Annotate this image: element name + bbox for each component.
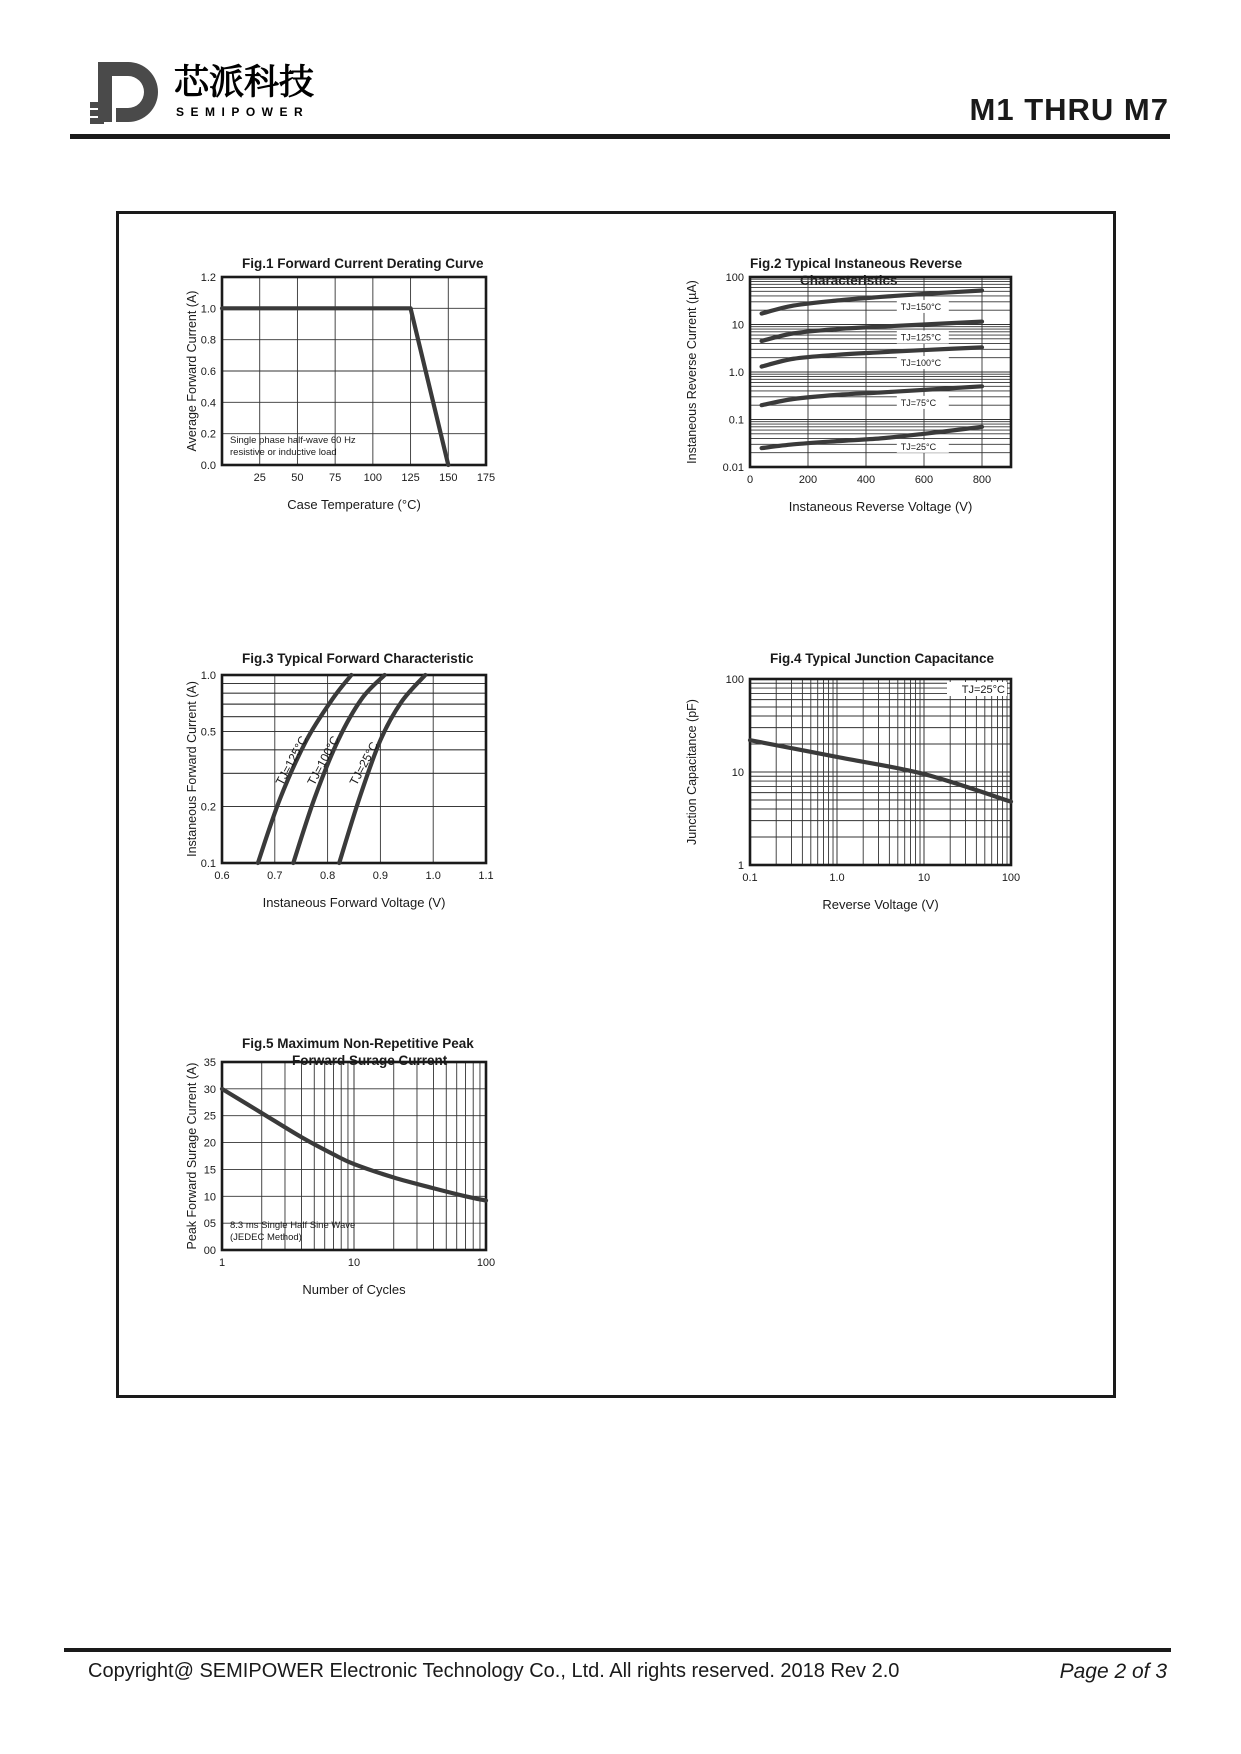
fig4-x-label: Reverse Voltage (V) (822, 897, 939, 912)
fig3-x-tick: 0.6 (214, 870, 230, 882)
fig1-y-tick: 0.8 (200, 334, 216, 347)
fig5-forward-surge-current (170, 1030, 610, 1360)
fig2-title: Fig.2 Typical Instaneous Reverse (750, 256, 963, 271)
fig4-title: Fig.4 Typical Junction Capacitance (770, 651, 995, 666)
fig3-y-tick: 0.2 (200, 801, 216, 814)
brand-en: SEMIPOWER (176, 105, 310, 119)
fig1-y-tick: 0.2 (200, 428, 216, 441)
fig3-series-label: TJ=125°C (272, 733, 311, 788)
fig1-y-tick: 0.4 (200, 397, 216, 410)
fig3-title: Fig.3 Typical Forward Characteristic (242, 651, 474, 666)
fig3-forward-characteristic (170, 645, 610, 975)
fig5-title: Forward Surage Current (292, 1053, 448, 1068)
fig2-y-label: Instaneous Reverse Current (µA) (685, 280, 699, 464)
fig1-x-label: Case Temperature (°C) (287, 497, 421, 512)
fig2-y-tick: 10 (731, 319, 744, 332)
fig1-y-tick: 1.0 (200, 303, 216, 316)
fig1-forward-current-derating (170, 250, 610, 580)
fig1-x-tick: 125 (401, 472, 420, 484)
fig1-x-tick: 75 (329, 472, 342, 484)
fig5-y-tick: 05 (203, 1218, 216, 1231)
fig1-annotation: resistive or inductive load (230, 447, 337, 458)
fig1-y-tick: 0.6 (200, 366, 216, 378)
fig5-y-tick: 10 (203, 1191, 216, 1204)
fig3-y-tick: 0.1 (200, 858, 216, 870)
fig4-y-label: Junction Capacitance (pF) (685, 699, 699, 845)
footer-page-number: Page 2 of 3 (1059, 1660, 1167, 1683)
fig5-annotation: 8.3 ms Single Half Sine Wave (230, 1220, 356, 1231)
fig1-x-tick: 25 (253, 472, 266, 484)
fig4-x-tick: 0.1 (742, 872, 758, 884)
fig2-series-label: TJ=100°C (900, 358, 942, 369)
fig5-y-tick: 30 (203, 1083, 216, 1096)
fig2-x-tick: 0 (746, 474, 754, 486)
fig5-x-tick: 10 (347, 1257, 361, 1269)
fig2-svg (680, 250, 1080, 580)
fig2-series-3 (762, 386, 982, 405)
fig2-y-tick: 0.1 (728, 414, 744, 427)
fig2-series-label: TJ=125°C (900, 332, 942, 343)
fig2-y-tick: 1.0 (728, 367, 744, 379)
footer-rule (64, 1648, 1171, 1652)
fig3-x-tick: 0.7 (267, 870, 283, 882)
fig2-x-tick: 400 (856, 474, 876, 486)
fig3-y-label: Instaneous Forward Current (A) (185, 681, 199, 857)
fig5-x-tick: 1 (218, 1257, 226, 1269)
fig5-title: Fig.5 Maximum Non-Repetitive Peak (242, 1036, 474, 1051)
fig2-series-label: TJ=75°C (900, 397, 937, 408)
fig5-y-tick: 35 (203, 1057, 216, 1069)
header-rule (70, 134, 1170, 139)
fig2-x-tick: 600 (914, 474, 934, 486)
fig3-series-label: TJ=25°C (346, 739, 382, 788)
fig2-x-label: Instaneous Reverse Voltage (V) (788, 499, 973, 514)
fig2-series-2 (762, 347, 982, 369)
fig5-y-tick: 15 (203, 1164, 216, 1177)
semipower-logo (88, 50, 338, 132)
fig3-svg (170, 645, 610, 975)
fig1-svg (170, 250, 610, 580)
fig1-x-tick: 150 (439, 472, 458, 484)
fig4-annotation: TJ=25°C (961, 684, 1005, 696)
fig2-y-tick: 100 (725, 272, 744, 284)
fig4-x-tick: 10 (917, 872, 931, 884)
fig1-x-tick: 175 (476, 472, 496, 484)
fig1-x-tick: 50 (291, 472, 304, 484)
fig2-reverse-characteristics (680, 250, 1080, 580)
fig5-y-label: Peak Forward Surage Current (A) (185, 1062, 199, 1250)
fig3-series-label: TJ=100°C (304, 733, 343, 788)
fig5-x-tick: 100 (476, 1257, 496, 1269)
fig5-svg (170, 1030, 610, 1360)
fig3-x-tick: 0.9 (372, 870, 389, 882)
fig4-y-tick: 1 (737, 860, 744, 872)
fig3-x-tick: 0.8 (319, 870, 336, 882)
fig2-x-tick: 800 (972, 474, 992, 486)
fig5-y-tick: 00 (203, 1245, 216, 1257)
fig4-y-tick: 100 (725, 674, 744, 686)
fig1-annotation: Single phase half-wave 60 Hz (230, 435, 356, 446)
fig5-x-label: Number of Cycles (302, 1282, 406, 1297)
fig4-y-tick: 10 (731, 767, 744, 779)
brand-cn: 芯派科技 (174, 63, 315, 102)
fig5-y-tick: 25 (203, 1110, 216, 1123)
fig2-series-label: TJ=150°C (900, 301, 942, 312)
fig3-x-label: Instaneous Forward Voltage (V) (262, 895, 446, 910)
semipower-logo-icon (88, 50, 338, 132)
fig2-title: Characteristics (800, 273, 898, 288)
fig2-series-label: TJ=25°C (900, 441, 937, 452)
fig1-y-tick: 0.0 (200, 460, 216, 472)
fig1-y-label: Average Forward Current (A) (185, 290, 199, 452)
fig3-series-0 (258, 675, 351, 863)
fig4-x-tick: 1.0 (829, 872, 845, 884)
fig3-y-tick: 1.0 (200, 670, 216, 682)
footer-copyright: Copyright@ SEMIPOWER Electronic Technology Co., Ltd. All rights reserved. 2018 Rev 2.0 (88, 1660, 900, 1682)
fig3-y-tick: 0.5 (200, 726, 216, 739)
fig1-x-tick: 100 (363, 472, 383, 484)
fig4-svg (680, 645, 1080, 975)
fig2-y-tick: 0.01 (722, 462, 744, 474)
fig4-x-tick: 100 (1001, 872, 1021, 884)
fig3-x-tick: 1.0 (425, 870, 441, 882)
fig1-y-tick: 1.2 (200, 272, 216, 284)
fig5-y-tick: 20 (203, 1137, 216, 1150)
fig3-x-tick: 1.1 (478, 870, 494, 882)
document-title: M1 THRU M7 (969, 92, 1169, 127)
fig2-x-tick: 200 (798, 474, 818, 486)
fig4-junction-capacitance (680, 645, 1080, 975)
fig4-grid (750, 679, 1011, 865)
fig1-title: Fig.1 Forward Current Derating Curve (242, 256, 484, 271)
fig5-annotation: (JEDEC Method) (230, 1232, 302, 1243)
